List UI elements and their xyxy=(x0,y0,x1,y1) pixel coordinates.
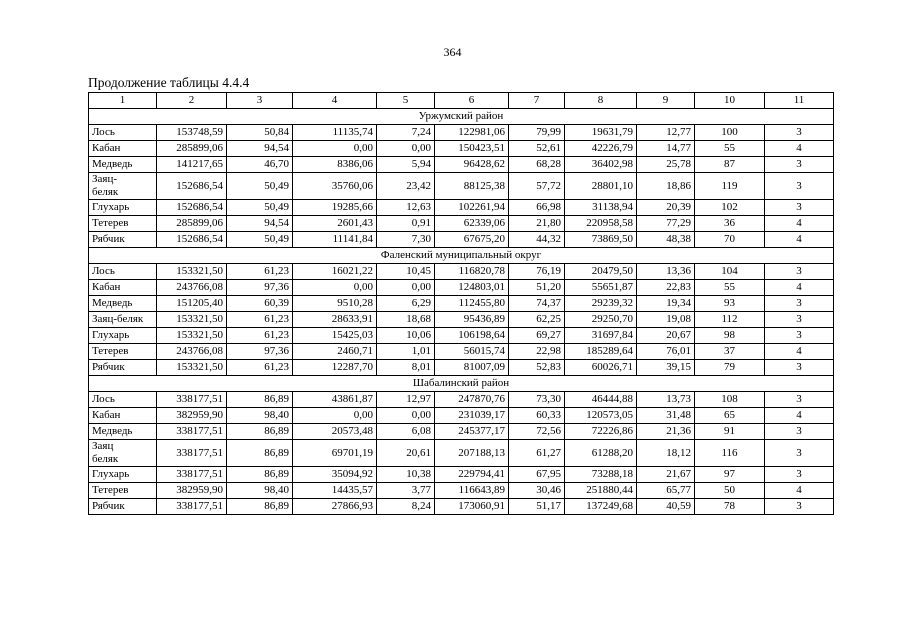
table-row xyxy=(89,392,834,408)
table-body xyxy=(89,93,834,515)
table-cell: 338177,51 xyxy=(157,440,227,467)
table-cell: 0,00 xyxy=(293,141,377,157)
species-cell: Заяц-беляк xyxy=(89,312,157,328)
table-cell: 2460,71 xyxy=(293,344,377,360)
table-cell: 94,54 xyxy=(227,141,293,157)
table-cell: 14,77 xyxy=(637,141,695,157)
table-cell: 3 xyxy=(765,392,834,408)
section-title: Шабалинский район xyxy=(89,376,834,392)
table-cell: 10,45 xyxy=(377,264,435,280)
table-row xyxy=(89,424,834,440)
table-cell: 122981,06 xyxy=(435,125,509,141)
column-header: 3 xyxy=(227,93,293,109)
table-cell: 6,08 xyxy=(377,424,435,440)
species-cell: Рябчик xyxy=(89,499,157,515)
table-cell: 124803,01 xyxy=(435,280,509,296)
table-row xyxy=(89,467,834,483)
table-row xyxy=(89,296,834,312)
table-row xyxy=(89,312,834,328)
table-cell: 106198,64 xyxy=(435,328,509,344)
table-cell: 20479,50 xyxy=(565,264,637,280)
species-cell: Медведь xyxy=(89,424,157,440)
table-cell: 61,23 xyxy=(227,312,293,328)
table-cell: 72226,86 xyxy=(565,424,637,440)
table-cell: 36 xyxy=(695,216,765,232)
species-cell: Лось xyxy=(89,392,157,408)
species-cell: Тетерев xyxy=(89,216,157,232)
species-cell: Глухарь xyxy=(89,328,157,344)
table-cell: 98,40 xyxy=(227,408,293,424)
table-cell: 43861,87 xyxy=(293,392,377,408)
table-cell: 98 xyxy=(695,328,765,344)
table-cell: 95436,89 xyxy=(435,312,509,328)
table-cell: 0,00 xyxy=(377,408,435,424)
table-cell: 46444,88 xyxy=(565,392,637,408)
table-cell: 150423,51 xyxy=(435,141,509,157)
table-cell: 86,89 xyxy=(227,499,293,515)
table-cell: 78 xyxy=(695,499,765,515)
table-cell: 108 xyxy=(695,392,765,408)
table-cell: 50,49 xyxy=(227,232,293,248)
section-header-row xyxy=(89,248,834,264)
table-cell: 67675,20 xyxy=(435,232,509,248)
species-cell: Заяц- беляк xyxy=(89,173,157,200)
table-cell: 86,89 xyxy=(227,392,293,408)
table-cell: 52,61 xyxy=(509,141,565,157)
table-cell: 207188,13 xyxy=(435,440,509,467)
table-cell: 0,00 xyxy=(377,280,435,296)
table-row xyxy=(89,280,834,296)
species-cell: Заяц беляк xyxy=(89,440,157,467)
table-cell: 153321,50 xyxy=(157,360,227,376)
table-cell: 185289,64 xyxy=(565,344,637,360)
table-cell: 3 xyxy=(765,328,834,344)
table-cell: 4 xyxy=(765,280,834,296)
table-cell: 74,37 xyxy=(509,296,565,312)
column-header: 9 xyxy=(637,93,695,109)
table-cell: 52,83 xyxy=(509,360,565,376)
table-cell: 91 xyxy=(695,424,765,440)
table-cell: 104 xyxy=(695,264,765,280)
table-cell: 61,27 xyxy=(509,440,565,467)
table-cell: 116643,89 xyxy=(435,483,509,499)
table-cell: 97 xyxy=(695,467,765,483)
table-cell: 86,89 xyxy=(227,424,293,440)
table-cell: 61,23 xyxy=(227,360,293,376)
table-cell: 153748,59 xyxy=(157,125,227,141)
species-cell: Тетерев xyxy=(89,344,157,360)
table-row xyxy=(89,360,834,376)
table-cell: 102261,94 xyxy=(435,200,509,216)
table-cell: 3 xyxy=(765,360,834,376)
table-row xyxy=(89,125,834,141)
table-cell: 88125,38 xyxy=(435,173,509,200)
table-cell: 16021,22 xyxy=(293,264,377,280)
species-cell: Лось xyxy=(89,125,157,141)
table-row xyxy=(89,232,834,248)
table-cell: 10,38 xyxy=(377,467,435,483)
table-cell: 50,49 xyxy=(227,173,293,200)
table-cell: 151205,40 xyxy=(157,296,227,312)
table-cell: 42226,79 xyxy=(565,141,637,157)
table-cell: 153321,50 xyxy=(157,264,227,280)
table-cell: 245377,17 xyxy=(435,424,509,440)
species-cell: Рябчик xyxy=(89,232,157,248)
table-cell: 100 xyxy=(695,125,765,141)
table-cell: 338177,51 xyxy=(157,467,227,483)
table-cell: 98,40 xyxy=(227,483,293,499)
table-cell: 285899,06 xyxy=(157,216,227,232)
table-cell: 72,56 xyxy=(509,424,565,440)
table-cell: 12287,70 xyxy=(293,360,377,376)
table-cell: 102 xyxy=(695,200,765,216)
data-table xyxy=(88,92,834,515)
table-cell: 112 xyxy=(695,312,765,328)
table-cell: 1,01 xyxy=(377,344,435,360)
table-cell: 251880,44 xyxy=(565,483,637,499)
page-number: 364 xyxy=(443,45,462,59)
table-cell: 15425,03 xyxy=(293,328,377,344)
table-cell: 39,15 xyxy=(637,360,695,376)
table-cell: 56015,74 xyxy=(435,344,509,360)
table-cell: 50 xyxy=(695,483,765,499)
table-cell: 28801,10 xyxy=(565,173,637,200)
table-cell: 220958,58 xyxy=(565,216,637,232)
table-cell: 96428,62 xyxy=(435,157,509,173)
table-cell: 36402,98 xyxy=(565,157,637,173)
table-cell: 18,12 xyxy=(637,440,695,467)
table-row xyxy=(89,264,834,280)
table-cell: 31697,84 xyxy=(565,328,637,344)
table-cell: 21,80 xyxy=(509,216,565,232)
table-cell: 152686,54 xyxy=(157,173,227,200)
table-cell: 3 xyxy=(765,200,834,216)
table-cell: 23,42 xyxy=(377,173,435,200)
species-cell: Кабан xyxy=(89,408,157,424)
table-cell: 40,59 xyxy=(637,499,695,515)
section-title: Уржумский район xyxy=(89,109,834,125)
table-cell: 51,20 xyxy=(509,280,565,296)
table-cell: 3 xyxy=(765,467,834,483)
table-cell: 5,94 xyxy=(377,157,435,173)
table-cell: 20,61 xyxy=(377,440,435,467)
table-cell: 25,78 xyxy=(637,157,695,173)
table-cell: 4 xyxy=(765,344,834,360)
table-cell: 0,91 xyxy=(377,216,435,232)
species-cell: Лось xyxy=(89,264,157,280)
table-cell: 173060,91 xyxy=(435,499,509,515)
table-cell: 3 xyxy=(765,499,834,515)
table-cell: 18,68 xyxy=(377,312,435,328)
table-row xyxy=(89,483,834,499)
table-header-row xyxy=(89,93,834,109)
table-cell: 21,36 xyxy=(637,424,695,440)
table-row xyxy=(89,216,834,232)
table-cell: 10,06 xyxy=(377,328,435,344)
table-cell: 94,54 xyxy=(227,216,293,232)
table-cell: 116820,78 xyxy=(435,264,509,280)
table-cell: 3 xyxy=(765,264,834,280)
table-cell: 12,97 xyxy=(377,392,435,408)
table-cell: 50,84 xyxy=(227,125,293,141)
table-cell: 3 xyxy=(765,157,834,173)
table-cell: 152686,54 xyxy=(157,232,227,248)
table-cell: 338177,51 xyxy=(157,424,227,440)
table-cell: 18,86 xyxy=(637,173,695,200)
table-cell: 338177,51 xyxy=(157,392,227,408)
table-cell: 50,49 xyxy=(227,200,293,216)
table-cell: 3 xyxy=(765,424,834,440)
table-cell: 70 xyxy=(695,232,765,248)
table-cell: 8,01 xyxy=(377,360,435,376)
table-caption: Продолжение таблицы 4.4.4 xyxy=(88,75,250,90)
table-cell: 3,77 xyxy=(377,483,435,499)
table-cell: 8,24 xyxy=(377,499,435,515)
table-cell: 0,00 xyxy=(377,141,435,157)
table-cell: 112455,80 xyxy=(435,296,509,312)
table-cell: 3 xyxy=(765,296,834,312)
table-cell: 0,00 xyxy=(293,280,377,296)
section-title: Фаленский муниципальный округ xyxy=(89,248,834,264)
table-cell: 21,67 xyxy=(637,467,695,483)
table-cell: 13,36 xyxy=(637,264,695,280)
table-cell: 37 xyxy=(695,344,765,360)
table-cell: 119 xyxy=(695,173,765,200)
table-cell: 69701,19 xyxy=(293,440,377,467)
table-cell: 48,38 xyxy=(637,232,695,248)
table-row xyxy=(89,408,834,424)
table-cell: 382959,90 xyxy=(157,483,227,499)
table-cell: 285899,06 xyxy=(157,141,227,157)
column-header: 7 xyxy=(509,93,565,109)
table-cell: 13,73 xyxy=(637,392,695,408)
table-cell: 11141,84 xyxy=(293,232,377,248)
table-cell: 12,63 xyxy=(377,200,435,216)
table-cell: 55651,87 xyxy=(565,280,637,296)
species-cell: Тетерев xyxy=(89,483,157,499)
table-cell: 77,29 xyxy=(637,216,695,232)
column-header: 2 xyxy=(157,93,227,109)
table-cell: 3 xyxy=(765,440,834,467)
table-cell: 22,98 xyxy=(509,344,565,360)
table-cell: 12,77 xyxy=(637,125,695,141)
table-cell: 69,27 xyxy=(509,328,565,344)
table-cell: 87 xyxy=(695,157,765,173)
table-cell: 20,39 xyxy=(637,200,695,216)
table-cell: 22,83 xyxy=(637,280,695,296)
table-cell: 229794,41 xyxy=(435,467,509,483)
table-cell: 338177,51 xyxy=(157,499,227,515)
column-header: 4 xyxy=(293,93,377,109)
table-cell: 243766,08 xyxy=(157,344,227,360)
table-cell: 4 xyxy=(765,483,834,499)
table-cell: 4 xyxy=(765,216,834,232)
species-cell: Медведь xyxy=(89,296,157,312)
table-cell: 231039,17 xyxy=(435,408,509,424)
table-cell: 76,01 xyxy=(637,344,695,360)
table-cell: 31,48 xyxy=(637,408,695,424)
table-cell: 4 xyxy=(765,408,834,424)
table-cell: 19285,66 xyxy=(293,200,377,216)
table-cell: 51,17 xyxy=(509,499,565,515)
species-cell: Кабан xyxy=(89,280,157,296)
table-cell: 62,25 xyxy=(509,312,565,328)
table-cell: 61,23 xyxy=(227,328,293,344)
species-cell: Глухарь xyxy=(89,200,157,216)
table-cell: 73869,50 xyxy=(565,232,637,248)
table-row xyxy=(89,200,834,216)
table-cell: 73288,18 xyxy=(565,467,637,483)
table-cell: 2601,43 xyxy=(293,216,377,232)
section-header-row xyxy=(89,109,834,125)
table-cell: 60,33 xyxy=(509,408,565,424)
table-cell: 79 xyxy=(695,360,765,376)
column-header: 6 xyxy=(435,93,509,109)
table-cell: 28633,91 xyxy=(293,312,377,328)
table-cell: 86,89 xyxy=(227,440,293,467)
table-cell: 243766,08 xyxy=(157,280,227,296)
table-cell: 97,36 xyxy=(227,280,293,296)
table-cell: 55 xyxy=(695,141,765,157)
table-cell: 31138,94 xyxy=(565,200,637,216)
species-cell: Кабан xyxy=(89,141,157,157)
table-row xyxy=(89,328,834,344)
table-cell: 66,98 xyxy=(509,200,565,216)
table-cell: 68,28 xyxy=(509,157,565,173)
table-cell: 11135,74 xyxy=(293,125,377,141)
table-cell: 97,36 xyxy=(227,344,293,360)
table-cell: 9510,28 xyxy=(293,296,377,312)
table-cell: 153321,50 xyxy=(157,312,227,328)
table-cell: 137249,68 xyxy=(565,499,637,515)
table-cell: 79,99 xyxy=(509,125,565,141)
table-cell: 65 xyxy=(695,408,765,424)
table-cell: 20,67 xyxy=(637,328,695,344)
table-cell: 35094,92 xyxy=(293,467,377,483)
table-row xyxy=(89,141,834,157)
table-cell: 35760,06 xyxy=(293,173,377,200)
table-cell: 61288,20 xyxy=(565,440,637,467)
table-cell: 152686,54 xyxy=(157,200,227,216)
table-cell: 61,23 xyxy=(227,264,293,280)
table-cell: 29239,32 xyxy=(565,296,637,312)
species-cell: Рябчик xyxy=(89,360,157,376)
column-header: 10 xyxy=(695,93,765,109)
table-cell: 6,29 xyxy=(377,296,435,312)
table-cell: 7,24 xyxy=(377,125,435,141)
table-cell: 27866,93 xyxy=(293,499,377,515)
table-cell: 3 xyxy=(765,312,834,328)
table-cell: 153321,50 xyxy=(157,328,227,344)
table-cell: 7,30 xyxy=(377,232,435,248)
table-cell: 60026,71 xyxy=(565,360,637,376)
column-header: 5 xyxy=(377,93,435,109)
table-cell: 116 xyxy=(695,440,765,467)
table-cell: 4 xyxy=(765,141,834,157)
table-cell: 3 xyxy=(765,125,834,141)
table-cell: 0,00 xyxy=(293,408,377,424)
table-cell: 19631,79 xyxy=(565,125,637,141)
table-cell: 60,39 xyxy=(227,296,293,312)
table-cell: 247870,76 xyxy=(435,392,509,408)
species-cell: Медведь xyxy=(89,157,157,173)
table-cell: 73,30 xyxy=(509,392,565,408)
species-cell: Глухарь xyxy=(89,467,157,483)
table-row xyxy=(89,499,834,515)
table-cell: 14435,57 xyxy=(293,483,377,499)
table-cell: 29250,70 xyxy=(565,312,637,328)
table-cell: 141217,65 xyxy=(157,157,227,173)
table-row xyxy=(89,157,834,173)
table-cell: 20573,48 xyxy=(293,424,377,440)
table-cell: 382959,90 xyxy=(157,408,227,424)
column-header: 1 xyxy=(89,93,157,109)
table-cell: 65,77 xyxy=(637,483,695,499)
table-cell: 86,89 xyxy=(227,467,293,483)
table-cell: 4 xyxy=(765,232,834,248)
table-cell: 120573,05 xyxy=(565,408,637,424)
table-cell: 57,72 xyxy=(509,173,565,200)
table-cell: 30,46 xyxy=(509,483,565,499)
table-cell: 67,95 xyxy=(509,467,565,483)
table-cell: 44,32 xyxy=(509,232,565,248)
table-cell: 93 xyxy=(695,296,765,312)
table-cell: 19,34 xyxy=(637,296,695,312)
table-row xyxy=(89,344,834,360)
table-cell: 8386,06 xyxy=(293,157,377,173)
table-cell: 62339,06 xyxy=(435,216,509,232)
column-header: 11 xyxy=(765,93,834,109)
table-row xyxy=(89,440,834,467)
section-header-row xyxy=(89,376,834,392)
table-cell: 55 xyxy=(695,280,765,296)
table-cell: 19,08 xyxy=(637,312,695,328)
table-cell: 81007,09 xyxy=(435,360,509,376)
column-header: 8 xyxy=(565,93,637,109)
table-cell: 3 xyxy=(765,173,834,200)
table-cell: 46,70 xyxy=(227,157,293,173)
table-row xyxy=(89,173,834,200)
table-cell: 76,19 xyxy=(509,264,565,280)
